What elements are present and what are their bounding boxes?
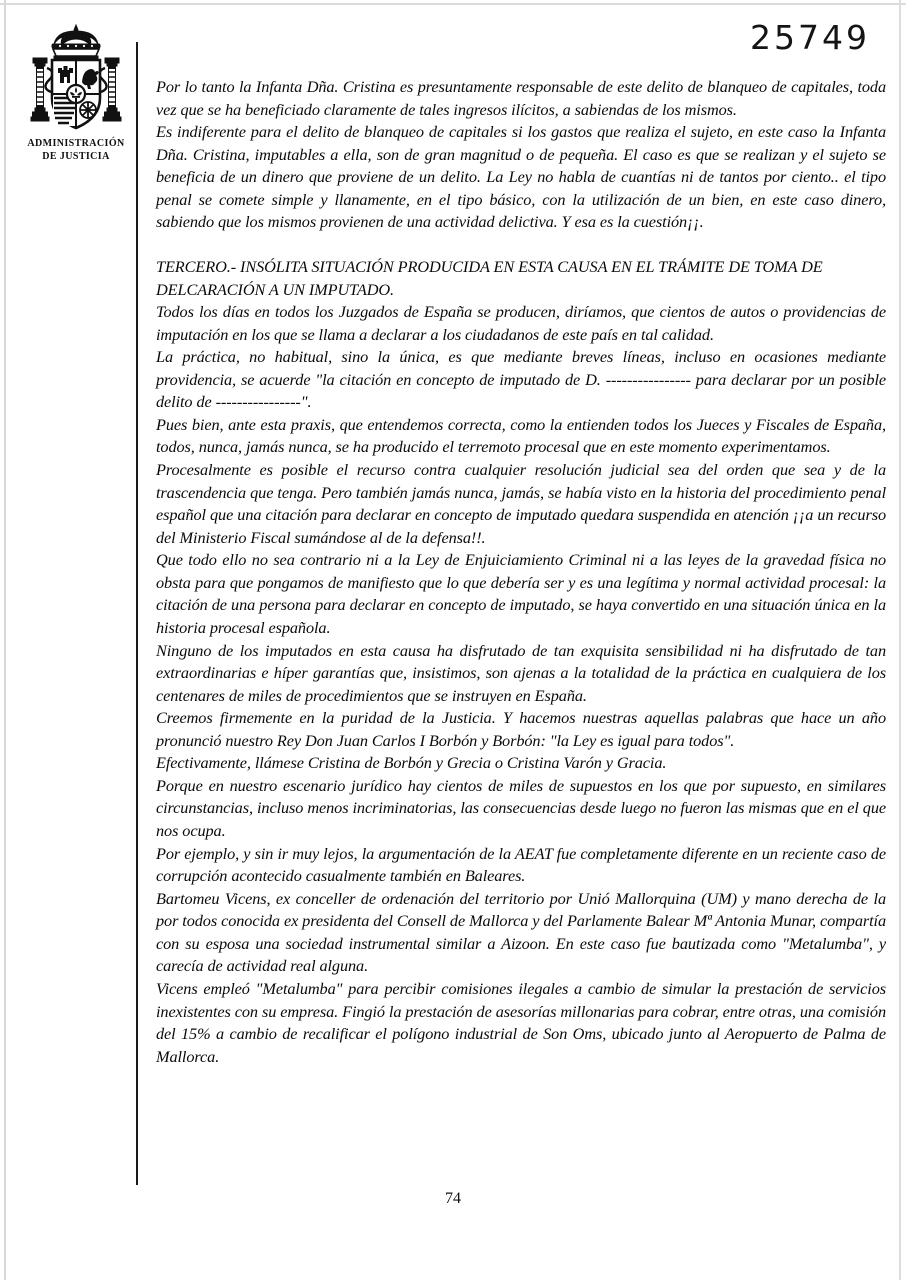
margin-divider bbox=[136, 42, 138, 1185]
paragraph: Es indiferente para el delito de blanqueo de capitales si los gastos que realiza el sujeto, en este caso la Infanta Dña. Cristina, imputables a ella, son de gran magnitud o de pequeña. El caso es que se realizan y el sujeto se beneficia de un dinero que proviene de un delito. La Ley no habla de cuantías ni de tantos por ciento.. el tipo penal se comete simple y llanamente, en el tipo básico, con la utilización de un bien, en este caso dinero, sabiendo que los mismos provienen de una actividad delictiva. Y esa es la cuestión¡¡. bbox=[156, 122, 886, 232]
emblem-caption-line-2: DE JUSTICIA bbox=[42, 150, 110, 162]
scan-edge-left bbox=[4, 0, 6, 1280]
paragraph: Efectivamente, llámese Cristina de Borbón y Grecia o Cristina Varón y Gracia. bbox=[156, 753, 667, 773]
scan-edge-top bbox=[0, 3, 906, 5]
paragraph: Creemos firmemente en la puridad de la Justicia. Y hacemos nuestras aquellas palabras que hace un año pronunció nuestro Rey Don Juan Carlos I Borbón y Borbón: "la Ley es igual para todos". bbox=[156, 708, 886, 750]
section-heading: TERCERO.- INSÓLITA SITUACIÓN PRODUCIDA EN ESTA CAUSA EN EL TRÁMITE DE TOMA DE DELCARACIÓN A UN IMPUTADO. bbox=[156, 256, 823, 299]
paragraph: La práctica, no habitual, sino la única, es que mediante breves líneas, incluso en ocasiones mediante providencia, se acuerde "la citación en concepto de imputado de D. ---------------- para declarar por un posible delito de ----------------". bbox=[156, 347, 886, 412]
paragraph: Procesalmente es posible el recurso contra cualquier resolución judicial sea del orden que sea y de la trascendencia que tenga. Pero también jamás nunca, jamás, se había visto en la historia del procedimiento penal español que una citación para declarar en concepto de imputado quedara suspendida en atención ¡¡a un recurso del Ministerio Fiscal sumándose al de la defensa!!. bbox=[156, 460, 886, 547]
document-body bbox=[156, 76, 886, 1068]
paragraph: Pues bien, ante esta praxis, que entendemos correcta, como la entienden todos los Jueces y Fiscales de España, todos, nunca, jamás nunca, se ha producido el terremoto procesal que en este momento experimentamos. bbox=[156, 414, 886, 457]
paragraph: Porque en nuestro escenario jurídico hay cientos de miles de supuestos en los que por supuesto, en similares circunstancias, incluso menos incriminatorias, las consecuencias desde luego no fueron las mismas que en el que nos ocupa. bbox=[156, 775, 886, 840]
emblem-caption-line-1: ADMINISTRACIÓN bbox=[27, 138, 125, 149]
paragraph: Todos los días en todos los Juzgados de España se producen, diríamos, que cientos de autos o providencias de imputación en los que se llama a declarar a los ciudadanos de este país en tal calidad. bbox=[156, 302, 886, 344]
footer-page-number: 74 bbox=[445, 1190, 461, 1207]
paragraph: Vicens empleó "Metalumba" para percibir comisiones ilegales a cambio de simular la prestación de servicios inexistentes con su empresa. Fingió la prestación de asesorías millonarias para cobrar, entre otras, una comisión del 15% a cambio de recalificar el polígono industrial de Son Oms, ubicado junto al Aeropuerto de Palma de Mallorca. bbox=[156, 978, 886, 1066]
paragraph: Por lo tanto la Infanta Dña. Cristina es presuntamente responsable de este delito de blanqueo de capitales, toda vez que se ha beneficiado claramente de tales ingresos ilícitos, a sabiendas de los mismos. bbox=[156, 77, 886, 119]
emblem-caption bbox=[16, 138, 136, 163]
paragraph: Bartomeu Vicens, ex conceller de ordenación del territorio por Unió Mallorquina (UM) y mano derecha de la por todos conocida ex presidenta del Consell de Mallorca y del Parlamente Balear Mª Antonia Munar, compartía con su esposa una sociedad instrumental similar a Aizoon. En este caso fue bautizada como "Metalumba", y carecía de actividad real alguna. bbox=[156, 888, 886, 976]
paragraph: Que todo ello no sea contrario ni a la Ley de Enjuiciamiento Criminal ni a las leyes de la gravedad física no obsta para que pongamos de manifiesto que lo que debería ser y es una legítima y normal actividad procesal: la citación de una persona para declarar en concepto de imputado, se haya convertido en una situación única en la historia procesal española. bbox=[156, 550, 886, 637]
scan-edge-right bbox=[899, 0, 901, 1280]
spain-coat-of-arms-icon bbox=[24, 22, 128, 134]
margin-emblem-block bbox=[16, 22, 136, 163]
paragraph: Por ejemplo, y sin ir muy lejos, la argumentación de la AEAT fue completamente diferente en un reciente caso de corrupción acontecido casualmente también en Baleares. bbox=[156, 843, 886, 886]
stamp-number: 25749 bbox=[750, 18, 870, 57]
paragraph: Ninguno de los imputados en esta causa ha disfrutado de tan exquisita sensibilidad ni ha disfrutado de tan extraordinarias e híper garantías que, insistimos, son ajenas a la totalidad de la práctica en cualquiera de los centenares de miles de procedimientos que se instruyen en España. bbox=[156, 640, 886, 705]
